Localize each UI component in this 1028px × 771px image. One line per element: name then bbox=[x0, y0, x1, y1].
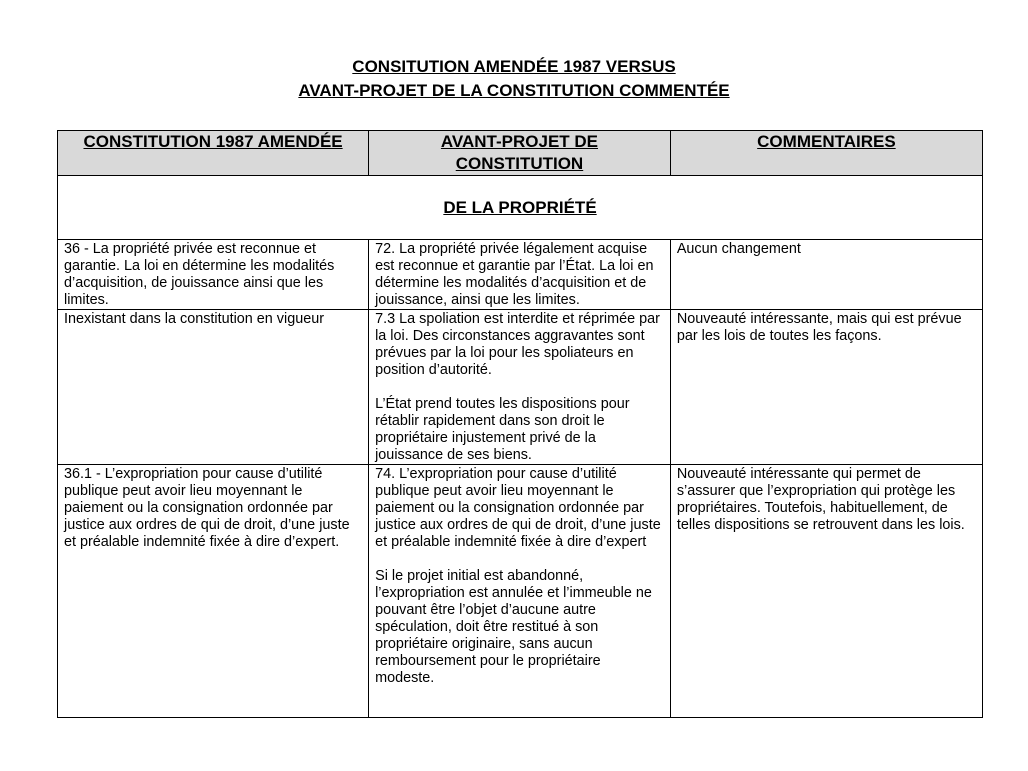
cell-paragraph: Aucun changement bbox=[676, 241, 801, 257]
cell-paragraph: 36.1 - L’expropriation pour cause d’utilité publique peut avoir lieu moyennant le paiement ou la consignation ordonnée par justice aux ordres de qui de droit, d’une juste et préalable indemnité fixée à dire d’expert. bbox=[64, 466, 350, 550]
header-avant-projet: AVANT-PROJET DE CONSTITUTION bbox=[369, 131, 671, 176]
cell-paragraph: Inexistant dans la constitution en vigueur bbox=[64, 311, 324, 327]
cell-commentaire bbox=[670, 465, 982, 718]
document-title-line-2: AVANT-PROJET DE LA CONSTITUTION COMMENTÉE bbox=[298, 81, 730, 100]
cell-commentaire bbox=[670, 240, 982, 310]
cell-avant-projet bbox=[369, 310, 671, 465]
cell-paragraph: 7.3 La spoliation est interdite et réprimée par la loi. Des circonstances aggravantes sont prévues par la loi pour les spoliateurs en position d’autorité. bbox=[375, 311, 660, 378]
table-row bbox=[58, 465, 983, 718]
section-row bbox=[58, 176, 983, 240]
cell-paragraph: 74. L’expropriation pour cause d’utilité publique peut avoir lieu moyennant le paiement ou la consignation ordonnée par justice aux ordres de qui de droit, d’une juste et préalable indemnité fixée à dire d’expert bbox=[375, 466, 661, 550]
cell-constitution-1987 bbox=[58, 240, 369, 310]
header-commentaires: COMMENTAIRES bbox=[670, 131, 982, 176]
section-title: DE LA PROPRIÉTÉ bbox=[58, 176, 983, 240]
cell-avant-projet bbox=[369, 240, 671, 310]
cell-avant-projet bbox=[369, 465, 671, 718]
cell-constitution-1987 bbox=[58, 465, 369, 718]
cell-constitution-1987 bbox=[58, 310, 369, 465]
document-title bbox=[0, 55, 1028, 103]
comparison-table bbox=[57, 130, 983, 718]
table-row bbox=[58, 240, 983, 310]
table-header-row bbox=[58, 131, 983, 176]
cell-paragraph: Nouveauté intéressante, mais qui est prévue par les lois de toutes les façons. bbox=[676, 311, 962, 344]
header-constitution-1987: CONSTITUTION 1987 AMENDÉE bbox=[58, 131, 369, 176]
cell-commentaire bbox=[670, 310, 982, 465]
cell-paragraph: 36 - La propriété privée est reconnue et garantie. La loi en détermine les modalités d’acquisition, de jouissance ainsi que les limites. bbox=[64, 241, 335, 308]
document-title-line-1: CONSITUTION AMENDÉE 1987 VERSUS bbox=[352, 57, 676, 76]
table-row bbox=[58, 310, 983, 465]
cell-paragraph: Nouveauté intéressante qui permet de s’assurer que l’expropriation qui protège les propriétaires. Toutefois, habituellement, de telles dispositions se retrouvent dans les lois. bbox=[676, 466, 965, 533]
cell-paragraph: 72. La propriété privée légalement acquise est reconnue et garantie par l’État. La loi en détermine les modalités d’acquisition et de jouissance, ainsi que les limites. bbox=[375, 241, 654, 308]
cell-paragraph: L’État prend toutes les dispositions pour rétablir rapidement dans son droit le propriétaire injustement privé de la jouissance de ses biens. bbox=[375, 396, 630, 463]
cell-paragraph: Si le projet initial est abandonné, l’expropriation est annulée et l’immeuble ne pouvant être l’objet d’aucune autre spéculation, doit être restitué à son propriétaire originaire, sans aucun remboursement pour le propriétaire modeste. bbox=[375, 568, 652, 686]
